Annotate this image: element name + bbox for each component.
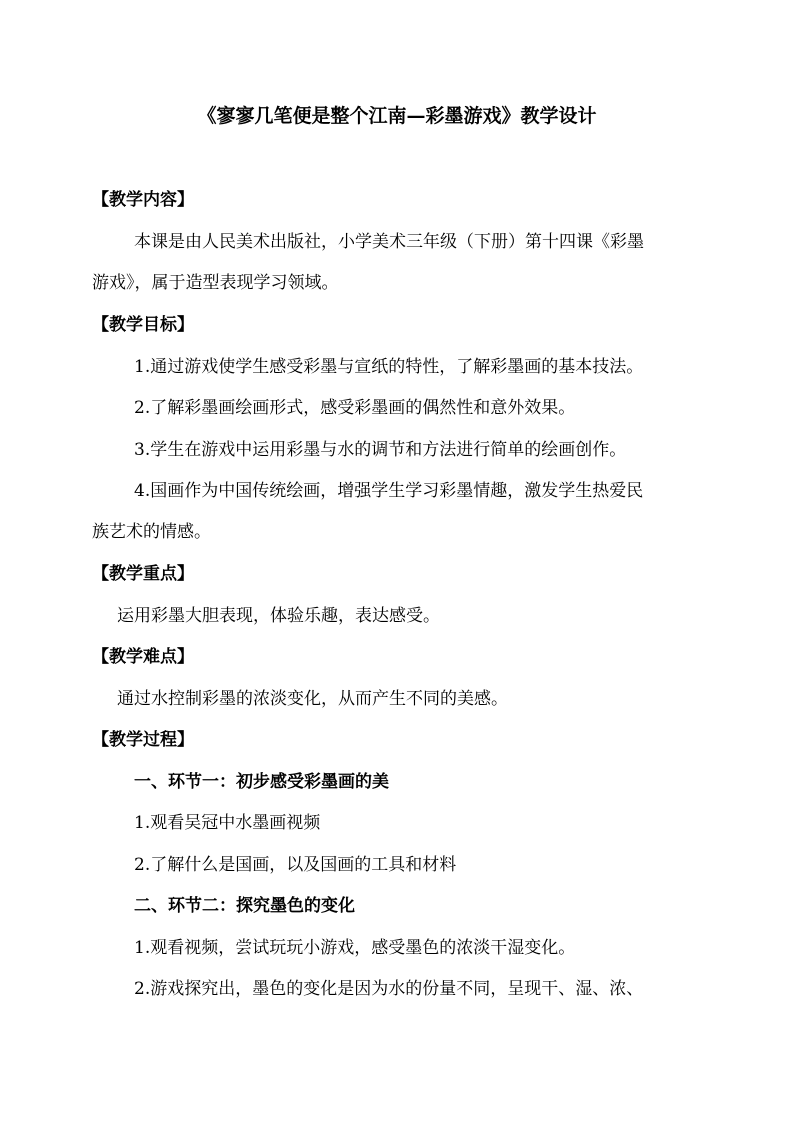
paragraph-line: 2.了解彩墨画绘画形式，感受彩墨画的偶然性和意外效果。 <box>134 398 576 418</box>
paragraph-line: 2.了解什么是国画，以及国画的工具和材料 <box>134 855 457 875</box>
step-title: 二、环节二：探究墨色的变化 <box>134 896 355 916</box>
paragraph-line: 游戏》，属于造型表现学习领域。 <box>92 273 339 293</box>
paragraph-line: 3.学生在游戏中运用彩墨与水的调节和方法进行简单的绘画创作。 <box>134 440 627 460</box>
document-title: 《寥寥几笔便是整个江南—彩墨游戏》教学设计 <box>197 105 597 127</box>
paragraph-line: 1.通过游戏使学生感受彩墨与宣纸的特性，了解彩墨画的基本技法。 <box>134 357 644 377</box>
section-heading-process: 【教学过程】 <box>92 730 194 750</box>
section-heading-goals: 【教学目标】 <box>92 315 194 335</box>
step-title: 一、环节一：初步感受彩墨画的美 <box>134 772 389 792</box>
section-heading-difficulties: 【教学难点】 <box>92 647 194 667</box>
paragraph-line: 1.观看视频，尝试玩玩小游戏，感受墨色的浓淡干湿变化。 <box>134 938 576 958</box>
section-heading-key-points: 【教学重点】 <box>92 564 194 584</box>
paragraph-line: 4.国画作为中国传统绘画，增强学生学习彩墨情趣，激发学生热爱民 <box>134 481 644 501</box>
section-heading-content: 【教学内容】 <box>92 190 194 210</box>
paragraph-line: 族艺术的情感。 <box>92 522 211 542</box>
paragraph-line: 通过水控制彩墨的浓淡变化，从而产生不同的美感。 <box>117 689 508 709</box>
paragraph-line: 1.观看吴冠中水墨画视频 <box>134 813 321 833</box>
paragraph-line: 本课是由人民美术出版社，小学美术三年级（下册）第十四课《彩墨 <box>134 232 644 252</box>
paragraph-line: 运用彩墨大胆表现，体验乐趣，表达感受。 <box>117 606 440 626</box>
paragraph-line: 2.游戏探究出，墨色的变化是因为水的份量不同，呈现干、湿、浓、 <box>134 979 644 999</box>
